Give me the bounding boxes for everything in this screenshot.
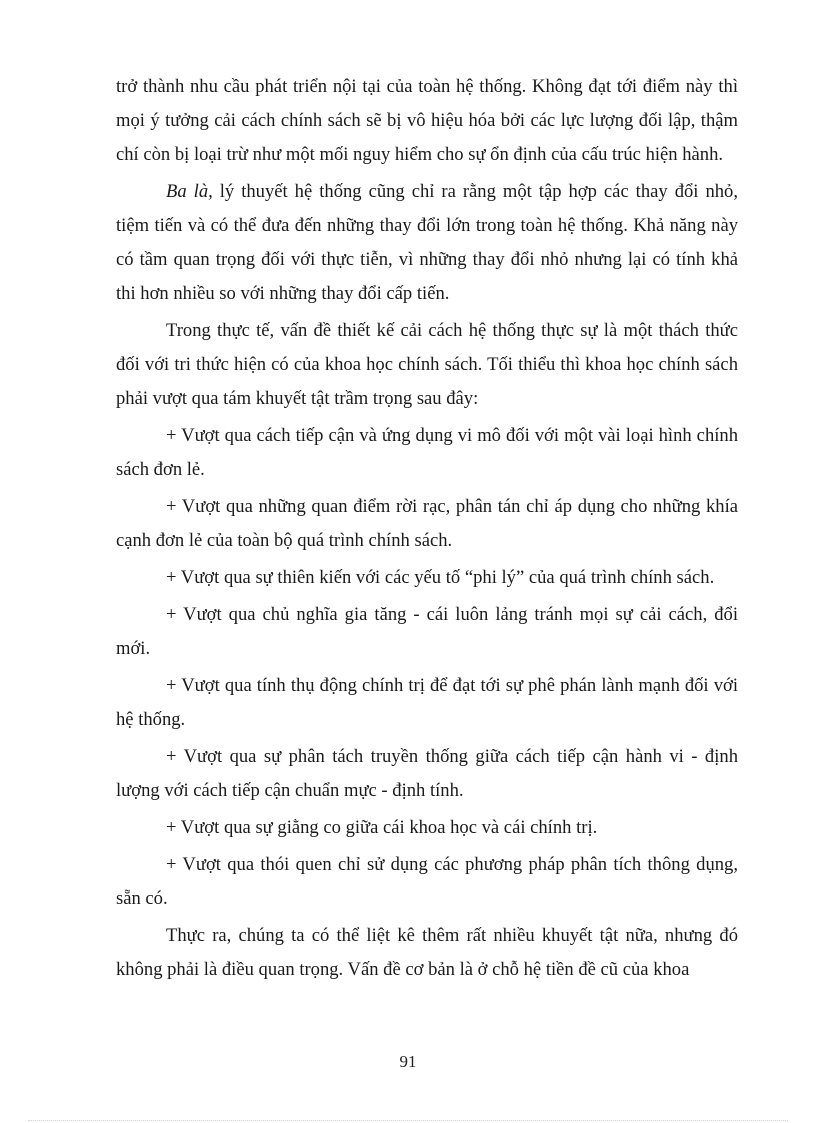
list-item: + Vượt qua sự giằng co giữa cái khoa học và cái chính trị. [166,817,598,838]
paragraph-lead-italic: Ba là, [166,181,213,202]
footer-divider [28,1120,788,1121]
paragraph-continuation: trở thành nhu cầu phát triển nội tại của toàn hệ thống. Không đạt tới điểm này thì mọi ý tưởng cải cách chính sách sẽ bị vô hiệu hóa bởi các lực lượng đối lập, thậm chí còn bị loại trừ như một mối nguy hiểm cho sự ổn định của cấu trúc hiện hành. [116,76,738,165]
list-item: + Vượt qua tính thụ động chính trị để đạt tới sự phê phán lành mạnh đối với hệ thống. [116,675,738,730]
paragraph-ba-la [116,175,738,311]
list-item: + Vượt qua sự phân tách truyền thống giữa cách tiếp cận hành vi - định lượng với cách tiếp cận chuẩn mực - định tính. [116,746,738,801]
list-item: + Vượt qua cách tiếp cận và ứng dụng vi mô đối với một vài loại hình chính sách đơn lẻ. [116,425,738,480]
body-text [116,70,738,990]
list-item: + Vượt qua thói quen chỉ sử dụng các phương pháp phân tích thông dụng, sẵn có. [116,854,738,909]
paragraph-closing: Thực ra, chúng ta có thể liệt kê thêm rất nhiều khuyết tật nữa, nhưng đó không phải là điều quan trọng. Vấn đề cơ bản là ở chỗ hệ tiền đề cũ của khoa [116,925,738,980]
list-item: + Vượt qua những quan điểm rời rạc, phân tán chỉ áp dụng cho những khía cạnh đơn lẻ của toàn bộ quá trình chính sách. [116,496,738,551]
paragraph-trong-thuc-te: Trong thực tế, vấn đề thiết kế cải cách hệ thống thực sự là một thách thức đối với tri thức hiện có của khoa học chính sách. Tối thiểu thì khoa học chính sách phải vượt qua tám khuyết tật trầm trọng sau đây: [116,320,738,409]
page-number: 91 [399,1052,417,1071]
paragraph-ba-la-text: lý thuyết hệ thống cũng chỉ ra rằng một tập hợp các thay đổi nhỏ, tiệm tiến và có thể đưa đến những thay đổi lớn trong toàn hệ thống. Khả năng này có tầm quan trọng đối với thực tiễn, vì những thay đổi nhỏ nhưng lại có tính khả thi hơn nhiều so với những thay đổi cấp tiến. [116,181,738,304]
list-item: + Vượt qua sự thiên kiến với các yếu tố “phi lý” của quá trình chính sách. [166,567,715,588]
list-item: + Vượt qua chủ nghĩa gia tăng - cái luôn lảng tránh mọi sự cải cách, đổi mới. [116,604,738,659]
